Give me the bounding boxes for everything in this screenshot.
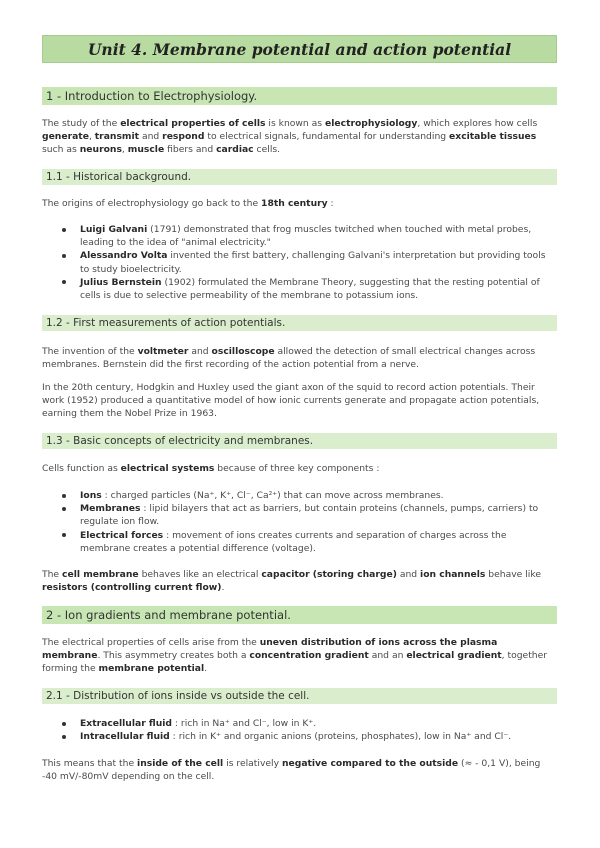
section-heading-text: 1 - Introduction to Electrophysiology. <box>46 89 258 103</box>
text-run: (1791) demonstrated that frog muscles twitched when touched with metal probes, leading to the idea of "animal electricity." <box>80 224 532 249</box>
text-run: Cells function as <box>42 463 121 474</box>
bold-term: transmit <box>94 131 140 143</box>
text-run: behaves like an electrical <box>138 569 262 580</box>
text-run: In the 20th century, Hodgkin and Huxley used the giant axon of the squid to record action potentials. Their work (1952) produced a quantitative model of how ionic currents generate and propagate action potentials, earning them the Nobel Prize in 1963. <box>42 382 540 420</box>
bold-term: resistors (controlling current flow) <box>42 582 222 594</box>
bold-term: electrical properties of cells <box>120 118 266 129</box>
bold-term: neurons <box>79 144 122 156</box>
bold-term: Extracellular fluid <box>80 718 172 729</box>
bold-term: 18th century <box>261 198 328 209</box>
bold-term: capacitor (storing charge) <box>261 569 397 580</box>
bold-term: muscle <box>127 144 165 156</box>
bold-term: Ions <box>80 490 102 501</box>
bold-term: excitable tissues <box>449 131 537 143</box>
subsection-heading-2-1 <box>42 688 557 704</box>
text-run: : rich in K⁺ and organic anions (proteins, phosphates), low in Na⁺ and Cl⁻. <box>169 731 512 743</box>
text-run: . <box>204 663 208 675</box>
title-banner <box>42 35 557 63</box>
text-run: The origins of electrophysiology go back to the <box>42 198 262 209</box>
text-run: The electrical properties of cells arise from the <box>42 637 260 648</box>
bold-term: negative compared to the outside <box>281 758 459 769</box>
text-run: , together forming the <box>42 650 548 675</box>
text-run: The study of the <box>42 118 121 129</box>
text-run: fibers and <box>164 144 217 156</box>
text-run: This means that the <box>42 758 138 769</box>
text-run: to electrical signals, fundamental for understanding <box>204 131 450 143</box>
bold-term: oscilloscope <box>211 346 275 357</box>
text-run: : <box>327 198 334 209</box>
bullet-dot-icon <box>62 254 66 258</box>
paragraph <box>42 757 557 783</box>
text-run: and <box>396 569 421 580</box>
bold-term: cardiac <box>216 144 254 156</box>
text-run: : rich in Na⁺ and Cl⁻, low in K⁺. <box>172 718 317 729</box>
text-run: such as <box>42 144 80 156</box>
bullet-dot-icon <box>62 735 66 739</box>
bullet-list <box>60 717 557 743</box>
text-run: . <box>221 582 225 594</box>
bullet-dot-icon <box>62 280 66 284</box>
text-run: behave like <box>485 569 541 580</box>
text-run: and an <box>368 650 407 662</box>
text-run: is relatively <box>223 758 282 769</box>
list-item <box>60 223 557 249</box>
subsection-heading-text: 1.3 - Basic concepts of electricity and membranes. <box>46 435 314 447</box>
text-run: , <box>88 131 95 143</box>
text-run: , <box>121 144 128 156</box>
paragraph <box>42 345 557 371</box>
paragraph <box>42 197 557 210</box>
text-run: and <box>188 346 212 357</box>
paragraph <box>42 462 557 475</box>
text-run: (1902) formulated the Membrane Theory, suggesting that the resting potential of cells is due to selective permeability of the membrane to potassium ions. <box>80 276 540 302</box>
bullet-list <box>60 489 557 555</box>
bold-term: cell membrane <box>62 569 139 580</box>
bullet-dot-icon <box>62 494 66 498</box>
text-run: cells. <box>253 144 281 156</box>
bullet-list <box>60 223 557 302</box>
bold-term: Luigi Galvani <box>80 224 148 235</box>
list-item <box>60 276 557 302</box>
bold-term: voltmeter <box>137 346 189 357</box>
bold-term: Membranes <box>80 503 141 515</box>
text-run: is known as <box>265 118 326 129</box>
bullet-dot-icon <box>62 533 66 537</box>
bullet-dot-icon <box>62 228 66 232</box>
bold-term: Julius Bernstein <box>80 276 162 288</box>
list-item <box>60 502 557 528</box>
subsection-heading-text: 1.2 - First measurements of action potentials. <box>46 317 286 329</box>
section-heading-1 <box>42 87 557 105</box>
bold-term: electrical gradient <box>406 650 502 662</box>
subsection-heading-text: 2.1 - Distribution of ions inside vs outside the cell. <box>46 690 310 702</box>
text-run: The invention of the <box>42 346 138 357</box>
bold-term: electrical systems <box>120 463 215 474</box>
bold-term: electrophysiology <box>325 118 418 129</box>
text-run: invented the first battery, challenging Galvani's interpretation but providing tools to study bioelectricity. <box>80 250 546 275</box>
section-heading-2 <box>42 606 557 624</box>
paragraph <box>42 636 557 676</box>
list-item <box>60 489 557 502</box>
bold-term: respond <box>162 131 205 143</box>
text-run: allowed the detection of small electrical changes across membranes. Bernstein did the first recording of the action potential from a nerve. <box>42 346 536 371</box>
bold-term: membrane potential <box>98 663 205 675</box>
bold-term: inside of the cell <box>137 758 224 769</box>
text-run: : movement of ions creates currents and separation of charges across the membrane creates a potential difference (voltage). <box>80 529 507 554</box>
subsection-heading-1-2 <box>42 315 557 331</box>
text-run: and <box>139 131 163 143</box>
bold-term: concentration gradient <box>249 650 369 662</box>
bold-term: uneven distribution of ions across the plasma membrane <box>42 637 498 662</box>
text-run: . This asymmetry creates both a <box>97 650 250 662</box>
section-heading-text: 2 - Ion gradients and membrane potential. <box>46 608 291 622</box>
bold-term: Alessandro Volta <box>80 250 168 262</box>
text-run: because of three key components : <box>214 463 380 474</box>
page-title: Unit 4. Membrane potential and action potential <box>87 39 512 59</box>
text-run: (≈ - 0,1 V), being -40 mV/-80mV depending on the cell. <box>42 758 541 783</box>
bold-term: Electrical forces <box>80 529 164 541</box>
list-item <box>60 249 557 275</box>
paragraph <box>42 117 557 157</box>
text-run: : lipid bilayers that act as barriers, but contain proteins (channels, pumps, carriers) to regulate ion flow. <box>80 503 539 528</box>
bullet-dot-icon <box>62 722 66 726</box>
bullet-dot-icon <box>62 507 66 511</box>
text-run: The <box>42 569 63 580</box>
list-item <box>60 717 557 730</box>
bold-term: generate <box>42 131 89 143</box>
text-run: : charged particles (Na⁺, K⁺, Cl⁻, Ca²⁺) that can move across membranes. <box>101 490 444 501</box>
subsection-heading-1-3 <box>42 433 557 449</box>
paragraph <box>42 568 557 594</box>
list-item <box>60 529 557 555</box>
subsection-heading-1-1 <box>42 169 557 185</box>
subsection-heading-text: 1.1 - Historical background. <box>46 171 192 183</box>
text-run: , which explores how cells <box>417 118 538 129</box>
bold-term: Intracellular fluid <box>80 731 170 743</box>
paragraph <box>42 381 557 421</box>
bold-term: ion channels <box>420 569 486 580</box>
list-item <box>60 730 557 743</box>
